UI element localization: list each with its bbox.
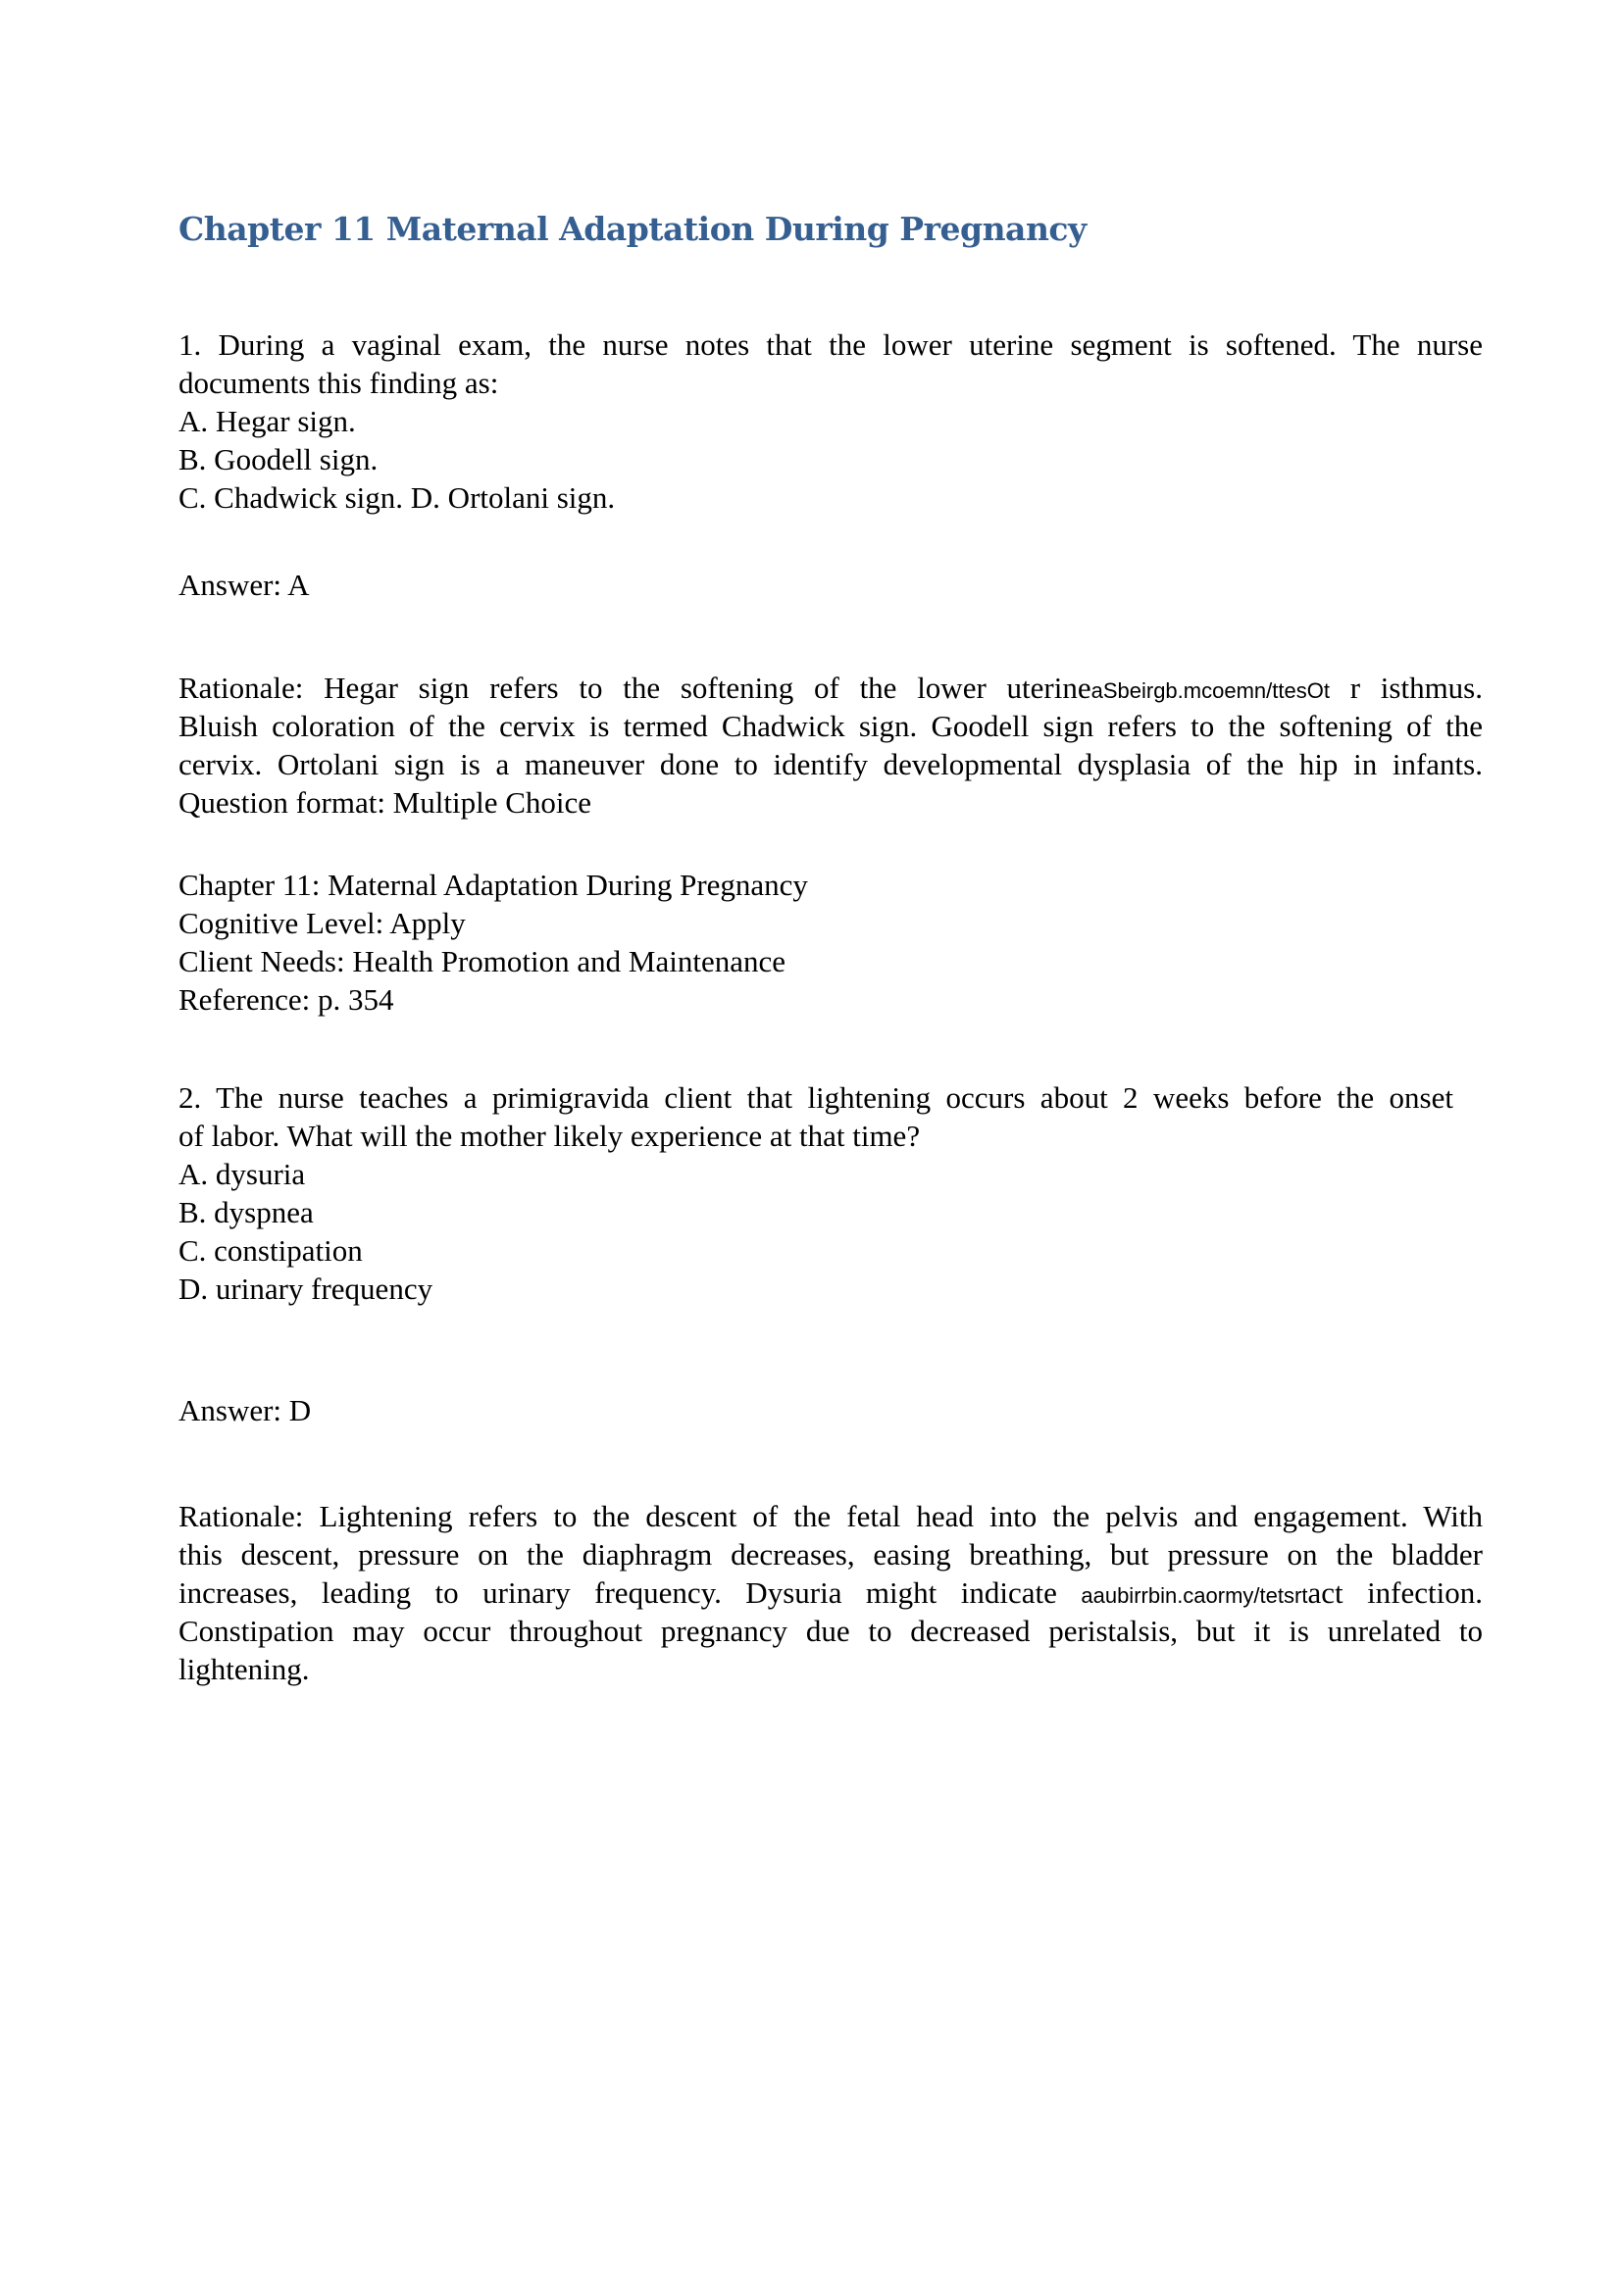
question-2-answer: Answer: D bbox=[178, 1393, 312, 1427]
question-2-option-a: A. dysuria bbox=[178, 1157, 306, 1191]
question-2-option-c: C. constipation bbox=[178, 1233, 363, 1268]
question-1-option-b: B. Goodell sign. bbox=[178, 442, 379, 476]
question-2-rationale-line-3 bbox=[178, 1573, 1483, 1615]
question-2-rationale-line-1: Rationale: Lightening refers to the descent of the fetal head into the pelvis and engagement. With bbox=[178, 1499, 1483, 1533]
question-1-format: Question format: Multiple Choice bbox=[178, 785, 592, 820]
question-1-meta-chapter: Chapter 11: Maternal Adaptation During Pregnancy bbox=[178, 868, 808, 902]
question-2-rationale-line-2: this descent, pressure on the diaphragm decreases, easing breathing, but pressure on the bladder bbox=[178, 1537, 1483, 1572]
question-1-meta-cognitive-level: Cognitive Level: Apply bbox=[178, 906, 466, 940]
question-1-stem-line-1: 1. During a vaginal exam, the nurse notes that the lower uterine segment is softened. The nurse bbox=[178, 327, 1483, 362]
question-1-option-c-d: C. Chadwick sign. D. Ortolani sign. bbox=[178, 480, 616, 515]
question-2-stem-line-2: of labor. What will the mother likely experience at that time? bbox=[178, 1119, 921, 1153]
rationale-text: r isthmus. bbox=[1349, 671, 1483, 705]
question-1-meta-reference: Reference: p. 354 bbox=[178, 982, 394, 1017]
question-1-meta-client-needs: Client Needs: Health Promotion and Maintenance bbox=[178, 944, 785, 978]
question-2-option-d: D. urinary frequency bbox=[178, 1272, 433, 1306]
chapter-title: Chapter 11 Maternal Adaptation During Pregnancy bbox=[178, 210, 1087, 248]
question-2-rationale-line-4: Constipation may occur throughout pregnancy due to decreased peristalsis, but it is unrelated to bbox=[178, 1614, 1483, 1648]
question-1-rationale-line-2: Bluish coloration of the cervix is termed Chadwick sign. Goodell sign refers to the softening of the bbox=[178, 709, 1483, 743]
rationale-text: increases, leading to urinary frequency. Dysuria might indicate bbox=[178, 1575, 1057, 1610]
question-1-stem-line-2: documents this finding as: bbox=[178, 366, 499, 400]
question-2-stem-line-1: 2. The nurse teaches a primigravida client that lightening occurs about 2 weeks before the onset bbox=[178, 1080, 1453, 1115]
watermark-overlay-text: aaubirrbin.caormy/tetsrt bbox=[1081, 1583, 1308, 1608]
question-1-rationale-line-1 bbox=[178, 669, 1483, 710]
question-2-rationale-line-5: lightening. bbox=[178, 1652, 310, 1686]
question-2-option-b: B. dyspnea bbox=[178, 1195, 314, 1229]
rationale-text: Rationale: Hegar sign refers to the softening of the lower uterine bbox=[178, 671, 1091, 705]
watermark-overlay-text: aSbeirgb.mcoemn/ttesOt bbox=[1090, 678, 1330, 703]
question-1-option-a: A. Hegar sign. bbox=[178, 404, 356, 438]
rationale-text: act infection. bbox=[1307, 1575, 1483, 1610]
question-1-rationale-line-3: cervix. Ortolani sign is a maneuver done to identify developmental dysplasia of the hip in infants. bbox=[178, 747, 1483, 781]
question-1-answer: Answer: A bbox=[178, 568, 310, 602]
